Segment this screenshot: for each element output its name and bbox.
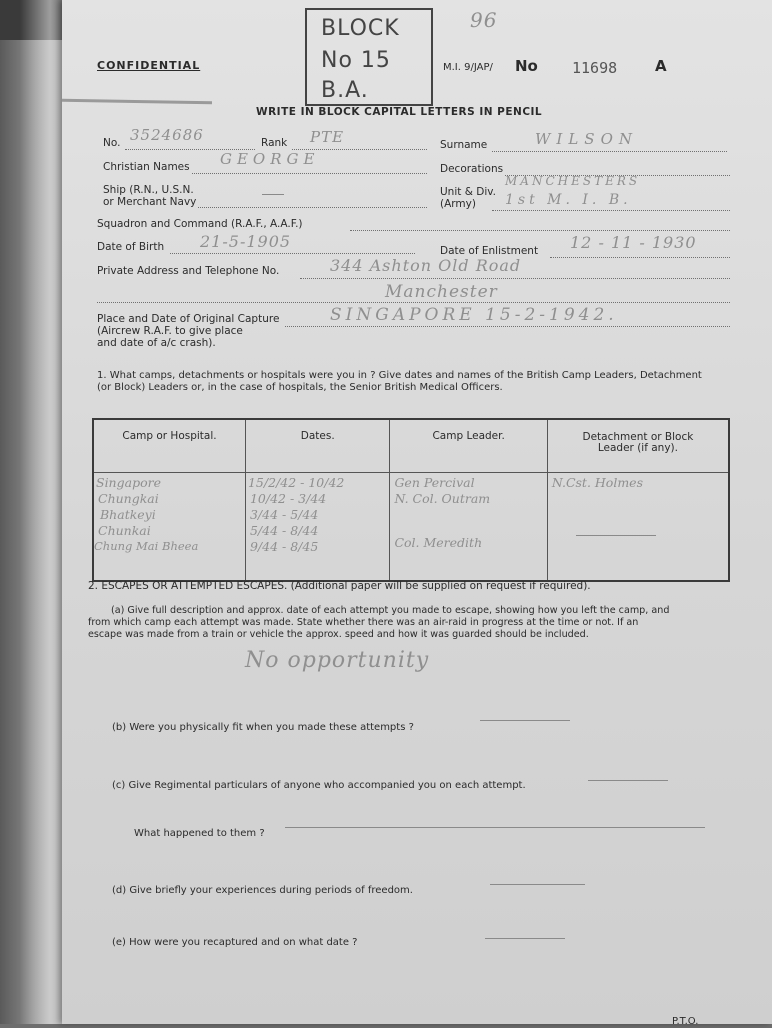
squadron-line bbox=[350, 230, 730, 231]
pto-label: P.T.O. bbox=[672, 1016, 699, 1027]
detachment-row-1: N.Cst. Holmes bbox=[551, 475, 643, 490]
section2-a-answer: No opportunity bbox=[245, 648, 430, 673]
camp-row-3: Bhatkeyi bbox=[100, 507, 156, 522]
capture-label-3: and date of a/c crash). bbox=[97, 337, 216, 349]
address-value-2: Manchester bbox=[385, 282, 498, 302]
section2-title: 2. ESCAPES OR ATTEMPTED ESCAPES. (Additional paper will be supplied on request if required). bbox=[88, 580, 591, 592]
unit-label-2: (Army) bbox=[440, 198, 476, 210]
rank-value: PTE bbox=[310, 128, 345, 146]
camps-table bbox=[92, 418, 730, 582]
squadron-label: Squadron and Command (R.A.F., A.A.F.) bbox=[97, 218, 303, 230]
decorations-label: Decorations bbox=[440, 163, 504, 175]
dates-row-1: 15/2/42 - 10/42 bbox=[247, 475, 345, 490]
dob-value: 21-5-1905 bbox=[200, 232, 292, 251]
dates-row-3: 3/44 - 5/44 bbox=[249, 507, 319, 522]
christian-names-value: GEORGE bbox=[220, 150, 320, 168]
detachment-leader-column bbox=[547, 473, 729, 581]
unit-value-1: MANCHESTERS bbox=[505, 174, 641, 188]
header-camp: Camp or Hospital. bbox=[93, 419, 245, 473]
enlistment-label: Date of Enlistment bbox=[440, 245, 539, 257]
no-value: 3524686 bbox=[130, 126, 204, 144]
unit-value-2: 1st M. I. B. bbox=[505, 192, 632, 208]
ship-dash bbox=[262, 194, 284, 195]
camps-table-header-row bbox=[93, 419, 729, 473]
detachment-dash bbox=[576, 535, 656, 536]
stamp-line-number: No 15 bbox=[321, 48, 391, 73]
section2-b-dash bbox=[480, 720, 570, 721]
address-line-2 bbox=[97, 302, 730, 303]
confidential-label: CONFIDENTIAL bbox=[97, 59, 201, 72]
mi9-reference: M.I. 9/JAP/ bbox=[443, 62, 493, 73]
camp-column bbox=[93, 473, 245, 581]
leader-row-1: Gen Percival bbox=[394, 475, 475, 490]
leader-row-2: N. Col. Outram bbox=[394, 491, 491, 506]
section1-question-line2: (or Block) Leaders or, in the case of hospitals, the Senior British Medical Officers. bbox=[97, 382, 503, 393]
camp-row-4: Chunkai bbox=[98, 523, 151, 538]
form-suffix: A bbox=[655, 57, 667, 75]
section2-c-followup: What happened to them ? bbox=[134, 828, 265, 839]
stamp-line-ba: B.A. bbox=[321, 78, 369, 103]
section2-b-question: (b) Were you physically fit when you made these attempts ? bbox=[112, 722, 414, 733]
dates-row-5: 9/44 - 8/45 bbox=[249, 539, 319, 554]
enlistment-value: 12 - 11 - 1930 bbox=[570, 233, 697, 252]
section2-a-line1: (a) Give full description and approx. date of each attempt you made to escape, showing how you left the camp, and bbox=[111, 605, 670, 616]
camp-row-5: Chung Mai Bheea bbox=[94, 539, 199, 553]
ship-line bbox=[198, 207, 427, 208]
stamp-line-block: BLOCK bbox=[321, 16, 400, 41]
form-no-label: No bbox=[515, 57, 538, 75]
camp-leader-column bbox=[390, 473, 547, 581]
capture-label-1: Place and Date of Original Capture bbox=[97, 313, 280, 325]
address-line-1 bbox=[300, 278, 730, 279]
dates-row-4: 5/44 - 8/44 bbox=[249, 523, 319, 538]
section2-e-dash bbox=[485, 938, 565, 939]
ship-label-2: or Merchant Navy bbox=[103, 196, 197, 208]
camp-row-2: Chungkai bbox=[98, 491, 159, 506]
enlistment-line bbox=[550, 257, 730, 258]
christian-names-label: Christian Names bbox=[103, 161, 190, 173]
block-stamp bbox=[305, 8, 433, 106]
unit-line bbox=[492, 210, 730, 211]
section2-a-line3: escape was made from a train or vehicle the approx. speed and how it was guarded should be included. bbox=[88, 629, 589, 640]
address-value-1: 344 Ashton Old Road bbox=[330, 256, 522, 275]
section2-c-followup-dash bbox=[285, 827, 705, 828]
header-dates: Dates. bbox=[245, 419, 389, 473]
surname-value: WILSON bbox=[535, 130, 639, 148]
dob-line bbox=[170, 253, 415, 254]
instruction-heading: WRITE IN BLOCK CAPITAL LETTERS IN PENCIL bbox=[256, 106, 543, 118]
christian-names-line bbox=[192, 173, 427, 174]
section2-a-line2: from which camp each attempt was made. State whether there was an air-raid in progress at the time or not. If an bbox=[88, 617, 639, 628]
section2-c-dash bbox=[588, 780, 668, 781]
dob-label: Date of Birth bbox=[97, 241, 165, 253]
camp-row-1: Singapore bbox=[96, 475, 161, 490]
surname-label: Surname bbox=[440, 139, 488, 151]
section1-question-line1: 1. What camps, detachments or hospitals were you in ? Give dates and names of the British Camp Leaders, Detachment bbox=[97, 370, 702, 381]
surname-line bbox=[492, 151, 727, 152]
dates-row-2: 10/42 - 3/44 bbox=[249, 491, 327, 506]
section2-c-question: (c) Give Regimental particulars of anyone who accompanied you on each attempt. bbox=[112, 780, 526, 791]
no-label: No. bbox=[103, 137, 121, 149]
leader-row-5: Col. Meredith bbox=[394, 535, 483, 550]
unit-label-1: Unit & Div. bbox=[440, 186, 496, 198]
header-detachment-leader: Detachment or Block Leader (if any). bbox=[547, 419, 729, 473]
dates-column bbox=[245, 473, 389, 581]
section2-d-question: (d) Give briefly your experiences during periods of freedom. bbox=[112, 885, 413, 896]
binding-string bbox=[62, 99, 212, 105]
header-camp-leader: Camp Leader. bbox=[390, 419, 547, 473]
capture-value: SINGAPORE 15-2-1942. bbox=[330, 305, 618, 325]
capture-label-2: (Aircrew R.A.F. to give place bbox=[97, 325, 243, 337]
handwritten-initials: 96 bbox=[470, 8, 498, 32]
section2-d-dash bbox=[490, 884, 585, 885]
section2-e-question: (e) How were you recaptured and on what date ? bbox=[112, 937, 358, 948]
form-number: 11698 bbox=[572, 59, 618, 77]
ship-label-1: Ship (R.N., U.S.N. bbox=[103, 184, 194, 196]
camps-table-body bbox=[93, 473, 729, 581]
capture-line bbox=[285, 326, 730, 327]
rank-label: Rank bbox=[261, 137, 288, 149]
address-label: Private Address and Telephone No. bbox=[97, 265, 280, 277]
